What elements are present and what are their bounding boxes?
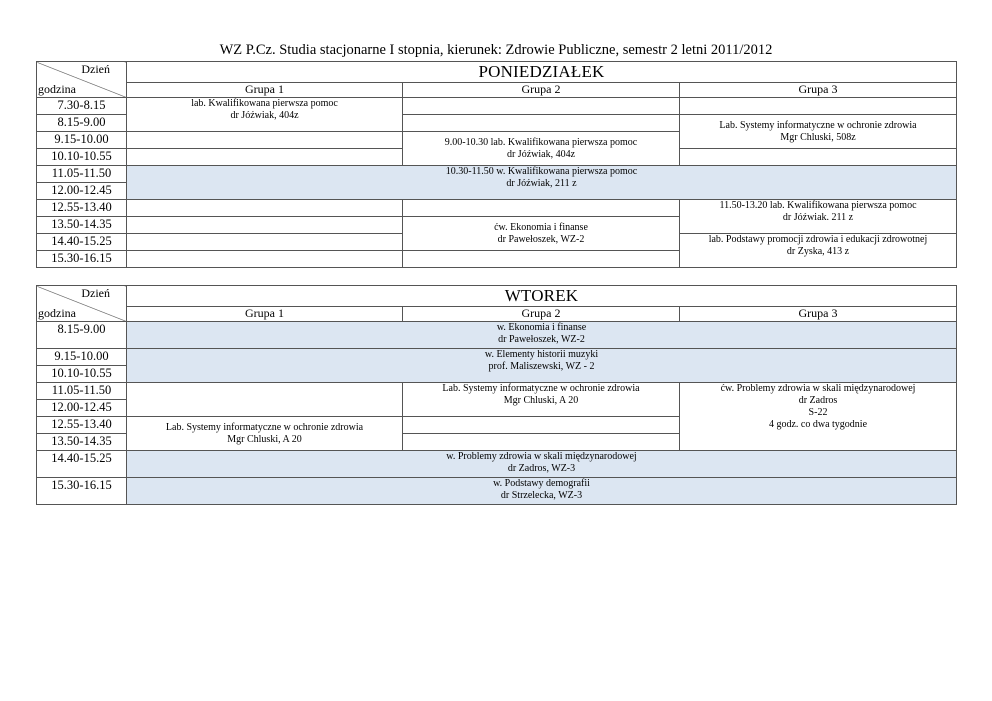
empty-cell [403, 98, 680, 115]
corner-day-label: Dzień [81, 286, 110, 300]
empty-cell [127, 251, 403, 268]
time-slot: 14.40-15.25 [37, 234, 127, 251]
class-teacher: dr Pawełoszek, WZ-2 [498, 334, 585, 345]
time-slot: 12.55-13.40 [37, 200, 127, 217]
group-header-3: Grupa 3 [680, 307, 957, 322]
empty-cell [127, 149, 403, 166]
class-title: w. Elementy historii muzyki [484, 349, 599, 360]
time-slot: 9.15-10.00 [37, 349, 127, 366]
class-teacher: Mgr Chluski, A 20 [503, 395, 579, 406]
class-entry [680, 200, 957, 234]
time-slot: 10.10-10.55 [37, 366, 127, 383]
class-entry [403, 217, 680, 251]
class-title: w. Problemy zdrowia w skali międzynarodowej [446, 451, 637, 462]
time-slot: 11.05-11.50 [37, 383, 127, 400]
time-slot: 12.00-12.45 [37, 400, 127, 417]
time-slot: 8.15-9.00 [37, 115, 127, 132]
empty-cell [403, 115, 680, 132]
time-slot: 14.40-15.25 [37, 451, 127, 478]
class-title: Lab. Systemy informatyczne w ochronie zdrowia [165, 421, 364, 433]
class-teacher: Mgr Chluski, 508z [780, 131, 856, 143]
empty-cell [403, 251, 680, 268]
class-entry [403, 383, 680, 417]
class-teacher: dr Zadros, WZ-3 [507, 463, 576, 474]
empty-cell [403, 417, 680, 434]
class-entry [680, 234, 957, 268]
day-header-tuesday: WTOREK [127, 286, 957, 307]
class-teacher: dr Jóźwiak. 211 z [782, 212, 854, 223]
page-title: WZ P.Cz. Studia stacjonarne I stopnia, kierunek: Zdrowie Publiczne, semestr 2 letni 2011/2012 [219, 42, 773, 58]
time-slot: 13.50-14.35 [37, 434, 127, 451]
tuesday-schedule-table [36, 285, 957, 505]
time-slot: 8.15-9.00 [37, 322, 127, 349]
class-teacher: dr Strzelecka, WZ-3 [500, 490, 583, 501]
class-title: w. Podstawy demografii [493, 478, 590, 489]
class-title: lab. Kwalifikowana pierwsza pomoc [191, 98, 338, 109]
class-entry [127, 417, 403, 451]
class-title: ćw. Ekonomia i finanse [494, 221, 588, 233]
corner-hour-label: godzina [38, 82, 76, 96]
class-entry-all-groups [127, 451, 957, 478]
empty-cell [127, 132, 403, 149]
class-title: Lab. Systemy informatyczne w ochronie zdrowia [442, 383, 640, 394]
class-entry [680, 115, 957, 149]
class-title: Lab. Systemy informatyczne w ochronie zdrowia [719, 119, 917, 131]
class-title: w. Ekonomia i finanse [496, 322, 587, 333]
time-slot: 15.30-16.15 [37, 478, 127, 505]
class-entry-all-groups [127, 166, 957, 200]
class-title: 11.50-13.20 lab. Kwalifikowana pierwsza pomoc [719, 200, 917, 211]
class-entry [680, 383, 957, 451]
class-teacher: dr Jóźwiak, 404z [506, 148, 576, 160]
time-slot: 12.55-13.40 [37, 417, 127, 434]
corner-hour-label: godzina [38, 306, 76, 320]
group-header-2: Grupa 2 [403, 307, 680, 322]
empty-cell [127, 217, 403, 234]
class-title: lab. Podstawy promocji zdrowia i edukacji zdrowotnej [708, 234, 928, 245]
empty-cell [403, 434, 680, 451]
time-slot: 15.30-16.15 [37, 251, 127, 268]
class-entry [403, 132, 680, 166]
time-slot: 9.15-10.00 [37, 132, 127, 149]
class-teacher: dr Zyska, 413 z [786, 246, 850, 257]
class-note: 4 godz. co dwa tygodnie [768, 419, 868, 430]
class-entry-all-groups [127, 478, 957, 505]
class-entry [127, 98, 403, 132]
corner-header [37, 286, 127, 322]
empty-cell [127, 200, 403, 217]
empty-cell [127, 383, 403, 417]
class-entry-all-groups [127, 349, 957, 383]
class-title: ćw. Problemy zdrowia w skali międzynarodowej [720, 383, 916, 394]
empty-cell [680, 98, 957, 115]
class-room: S-22 [808, 407, 828, 418]
empty-cell [403, 200, 680, 217]
group-header-1: Grupa 1 [127, 307, 403, 322]
class-teacher: prof. Maliszewski, WZ - 2 [488, 361, 595, 372]
time-slot: 11.05-11.50 [37, 166, 127, 183]
day-header-monday: PONIEDZIAŁEK [127, 62, 957, 83]
class-teacher: Mgr Chluski, A 20 [227, 433, 302, 445]
time-slot: 13.50-14.35 [37, 217, 127, 234]
class-teacher: dr Jóźwiak, 404z [230, 110, 299, 121]
class-title: 10.30-11.50 w. Kwalifikowana pierwsza pomoc [445, 166, 638, 177]
class-title: 9.00-10.30 lab. Kwalifikowana pierwsza pomoc [444, 136, 638, 148]
class-teacher: dr Jóźwiak, 211 z [506, 178, 577, 189]
class-entry-all-groups [127, 322, 957, 349]
group-header-1: Grupa 1 [127, 83, 403, 98]
class-teacher: dr Zadros [798, 395, 838, 406]
empty-cell [127, 234, 403, 251]
empty-cell [680, 149, 957, 166]
monday-schedule-table [36, 61, 957, 268]
corner-day-label: Dzień [81, 62, 110, 76]
time-slot: 12.00-12.45 [37, 183, 127, 200]
corner-header [37, 62, 127, 98]
class-teacher: dr Pawełoszek, WZ-2 [497, 233, 585, 245]
group-header-2: Grupa 2 [403, 83, 680, 98]
group-header-3: Grupa 3 [680, 83, 957, 98]
time-slot: 7.30-8.15 [37, 98, 127, 115]
time-slot: 10.10-10.55 [37, 149, 127, 166]
